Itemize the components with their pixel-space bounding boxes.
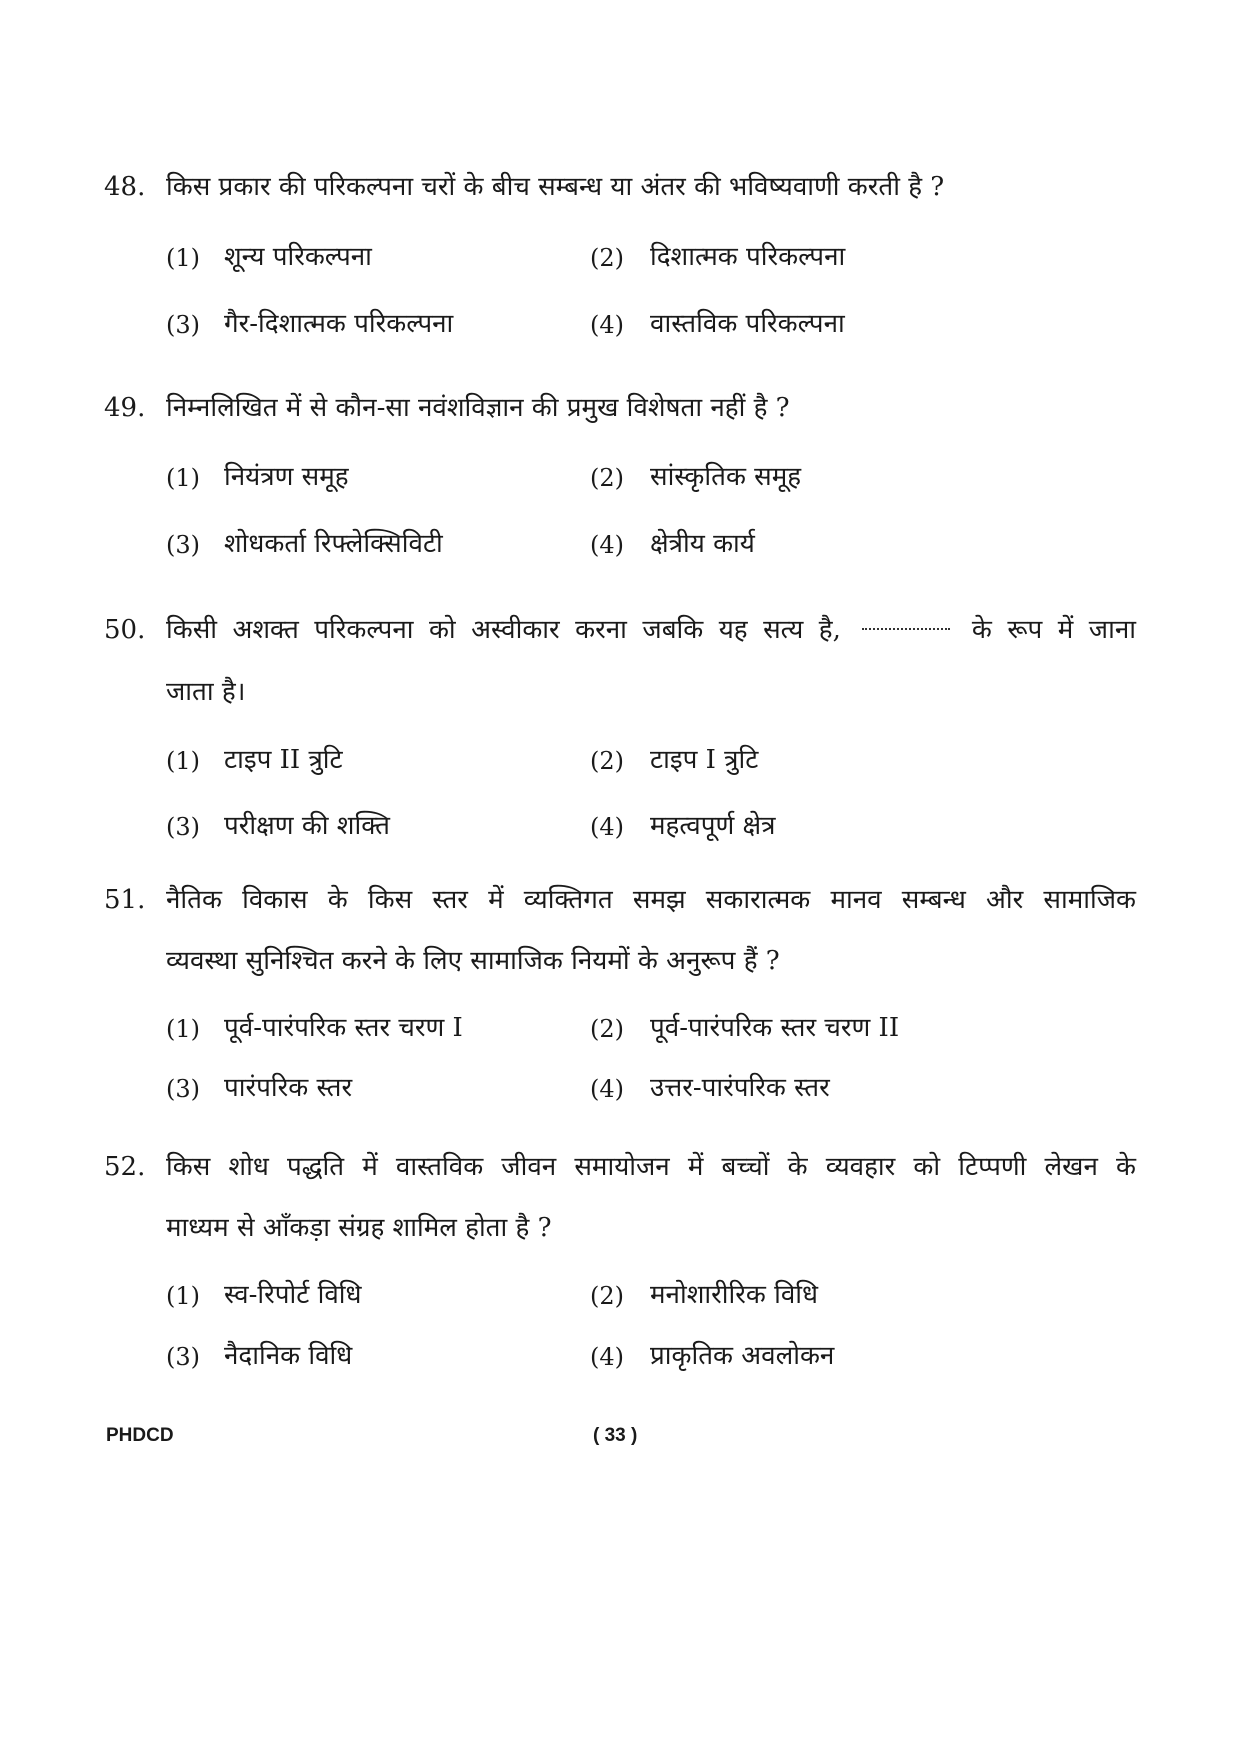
question-text-line-2: व्यवस्था सुनिश्चित करने के लिए सामाजिक नियमों के अनुरूप हैं ? [166, 946, 780, 976]
question-number: 48. [104, 172, 146, 202]
question-number: 50. [104, 615, 146, 645]
question-number: 49. [104, 393, 146, 423]
option-number: (3) [166, 1343, 200, 1371]
option-text: गैर-दिशात्मक परिकल्पना [224, 309, 454, 339]
option-text: शून्य परिकल्पना [224, 242, 372, 272]
question-text-after-blank: के रूप में जाना [971, 615, 1136, 645]
option-text: टाइप I त्रुटि [650, 745, 759, 775]
question-text: किस प्रकार की परिकल्पना चरों के बीच सम्बन्ध या अंतर की भविष्यवाणी करती है ? [166, 172, 945, 202]
option-text: टाइप II त्रुटि [224, 745, 343, 775]
page-number: ( 33 ) [593, 1425, 638, 1446]
question-text-line-1: नैतिक विकास के किस स्तर में व्यक्तिगत समझ सकारात्मक मानव सम्बन्ध और सामाजिक [166, 885, 1136, 915]
option-text: दिशात्मक परिकल्पना [650, 242, 846, 272]
option-number: (1) [166, 1015, 200, 1043]
option-text: उत्तर-पारंपरिक स्तर [650, 1073, 830, 1103]
option-number: (2) [590, 464, 624, 492]
option-number: (2) [590, 244, 624, 272]
question-text-line-1 [166, 615, 1136, 645]
question-text-before-blank: किसी अशक्त परिकल्पना को अस्वीकार करना जबकि यह सत्य है, [166, 615, 841, 645]
option-number: (3) [166, 311, 200, 339]
option-number: (1) [166, 244, 200, 272]
option-text: पारंपरिक स्तर [224, 1073, 353, 1103]
option-number: (4) [590, 1343, 624, 1371]
option-number: (3) [166, 813, 200, 841]
question-number: 51. [104, 885, 146, 915]
option-number: (4) [590, 531, 624, 559]
option-number: (4) [590, 311, 624, 339]
option-number: (2) [590, 1282, 624, 1310]
option-text: वास्तविक परिकल्पना [650, 309, 845, 339]
question-text: निम्नलिखित में से कौन-सा नवंशविज्ञान की प्रमुख विशेषता नहीं है ? [166, 393, 790, 423]
option-number: (1) [166, 464, 200, 492]
exam-code: PHDCD [106, 1425, 174, 1446]
question-text-line-1: किस शोध पद्धति में वास्तविक जीवन समायोजन में बच्चों के व्यवहार को टिप्पणी लेखन के [166, 1152, 1136, 1182]
fill-in-blank [862, 628, 950, 630]
option-number: (1) [166, 747, 200, 775]
question-text-line-2: माध्यम से आँकड़ा संग्रह शामिल होता है ? [166, 1213, 552, 1243]
question-number: 52. [104, 1152, 146, 1182]
option-number: (3) [166, 1075, 200, 1103]
option-number: (3) [166, 531, 200, 559]
option-number: (1) [166, 1282, 200, 1310]
option-text: नियंत्रण समूह [224, 462, 349, 492]
option-text: शोधकर्ता रिफ्लेक्सिविटी [224, 529, 443, 559]
option-text: महत्वपूर्ण क्षेत्र [650, 811, 776, 841]
option-text: स्व-रिपोर्ट विधि [224, 1280, 362, 1310]
option-text: सांस्कृतिक समूह [650, 462, 802, 492]
option-text: मनोशारीरिक विधि [650, 1280, 819, 1310]
option-text: नैदानिक विधि [224, 1341, 353, 1371]
option-text: क्षेत्रीय कार्य [650, 529, 755, 559]
option-number: (2) [590, 747, 624, 775]
option-number: (2) [590, 1015, 624, 1043]
option-text: परीक्षण की शक्ति [224, 811, 390, 841]
option-number: (4) [590, 813, 624, 841]
option-text: प्राकृतिक अवलोकन [650, 1341, 835, 1371]
option-number: (4) [590, 1075, 624, 1103]
option-text: पूर्व-पारंपरिक स्तर चरण II [650, 1013, 900, 1043]
option-text: पूर्व-पारंपरिक स्तर चरण I [224, 1013, 463, 1043]
question-text-line-2: जाता है। [166, 677, 246, 707]
